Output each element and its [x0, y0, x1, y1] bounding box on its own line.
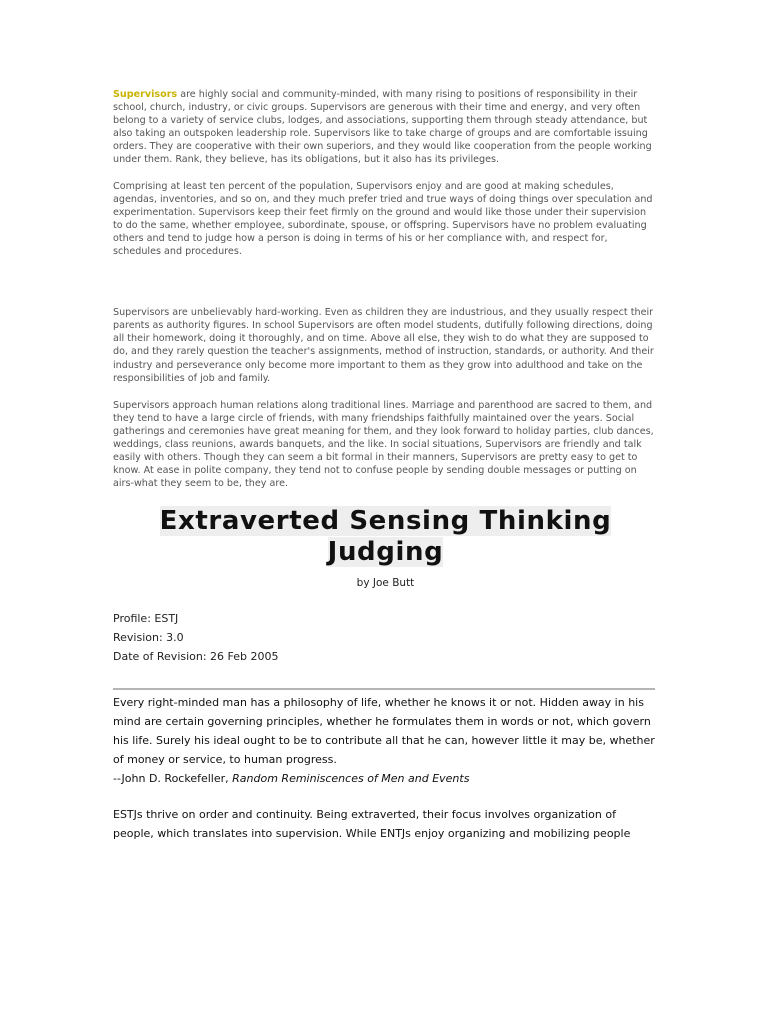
document-page	[113, 88, 658, 844]
quote-text: Every right-minded man has a philosophy of life, whether he knows it or not. Hidden away in his mind are certain governing principles, whether he formulates them in words or not, which govern his life. Surely his ideal ought to be to contribute all that he can, however little it may be, whether of money or service, to human progress.	[113, 696, 655, 766]
paragraph-supervisors-relations: Supervisors approach human relations along traditional lines. Marriage and parenthood are sacred to them, and they tend to have a large circle of friends, with many friendships faithfully maintained over the years. Social gatherings and ceremonies have great meaning for them, and they look forward to holiday parties, club dances, weddings, class reunions, awards banquets, and the like. In social situations, Supervisors are friendly and talk easily with others. Though they can seem a bit formal in their manners, Supervisors are pretty easy to get to know. At ease in polite company, they tend not to confuse people by sending double messages or putting on airs-what they seem to be, they are.	[113, 399, 654, 490]
horizontal-divider	[113, 688, 655, 690]
profile-label: Profile: ESTJ	[113, 612, 179, 626]
title-line-1: Extraverted Sensing Thinking	[159, 506, 612, 537]
document-title	[113, 506, 658, 568]
attribution-author: --John D. Rockefeller,	[113, 771, 233, 785]
profile-meta	[113, 609, 658, 666]
title-line-2: Judging	[327, 537, 444, 568]
revision-date-label: Date of Revision: 26 Feb 2005	[113, 650, 279, 664]
revision-label: Revision: 3.0	[113, 631, 184, 645]
epigraph-quote	[113, 694, 658, 788]
paragraph-supervisors-social	[113, 88, 658, 167]
attribution-title: Random Reminiscences of Men and Events	[232, 771, 470, 785]
highlighted-term: Supervisors	[113, 89, 178, 100]
paragraph-supervisors-schedules: Comprising at least ten percent of the population, Supervisors enjoy and are good at making schedules, agendas, inventories, and so on, and they much prefer tried and true ways of doing things over speculation and experimentation. Supervisors keep their feet firmly on the ground and would like those under their supervision to do the same, whether employee, subordinate, spouse, or offspring. Supervisors have no problem evaluating others and tend to judge how a person is doing in terms of his or her compliance with, and respect for, schedules and procedures.	[113, 180, 653, 258]
quote-attribution	[113, 770, 658, 789]
paragraph-supervisors-hard-working: Supervisors are unbelievably hard-working. Even as children they are industrious, and they usually respect their parents as authority figures. In school Supervisors are often model students, dutifully following directions, doing all their homework, doing it thoroughly, and on time. Above all else, they wish to do what they are supposed to do, and they rarely question the teacher's assignments, method of instruction, standards, or authority. And their industry and perseverance only become more important to them as they grow into adulthood and take on the responsibilities of job and family.	[113, 307, 654, 384]
paragraph-estj-intro: ESTJs thrive on order and continuity. Being extraverted, their focus involves organization of people, which translates into supervision. While ENTJs enjoy organizing and mobilizing people	[113, 808, 631, 841]
byline: by Joe Butt	[356, 577, 415, 590]
paragraph-text: are highly social and community-minded, with many rising to positions of responsibility in their school, church, industry, or civic groups. Supervisors are generous with their time and energy, and very often belong to a variety of service clubs, lodges, and associations, supporting them through steady attendance, but also taking an outspoken leadership role. Supervisors like to take charge of groups and are comfortable issuing orders. They are cooperative with their own superiors, and they would like cooperation from the people working under them. Rank, they believe, has its obligations, but it also has its privileges.	[113, 89, 652, 166]
